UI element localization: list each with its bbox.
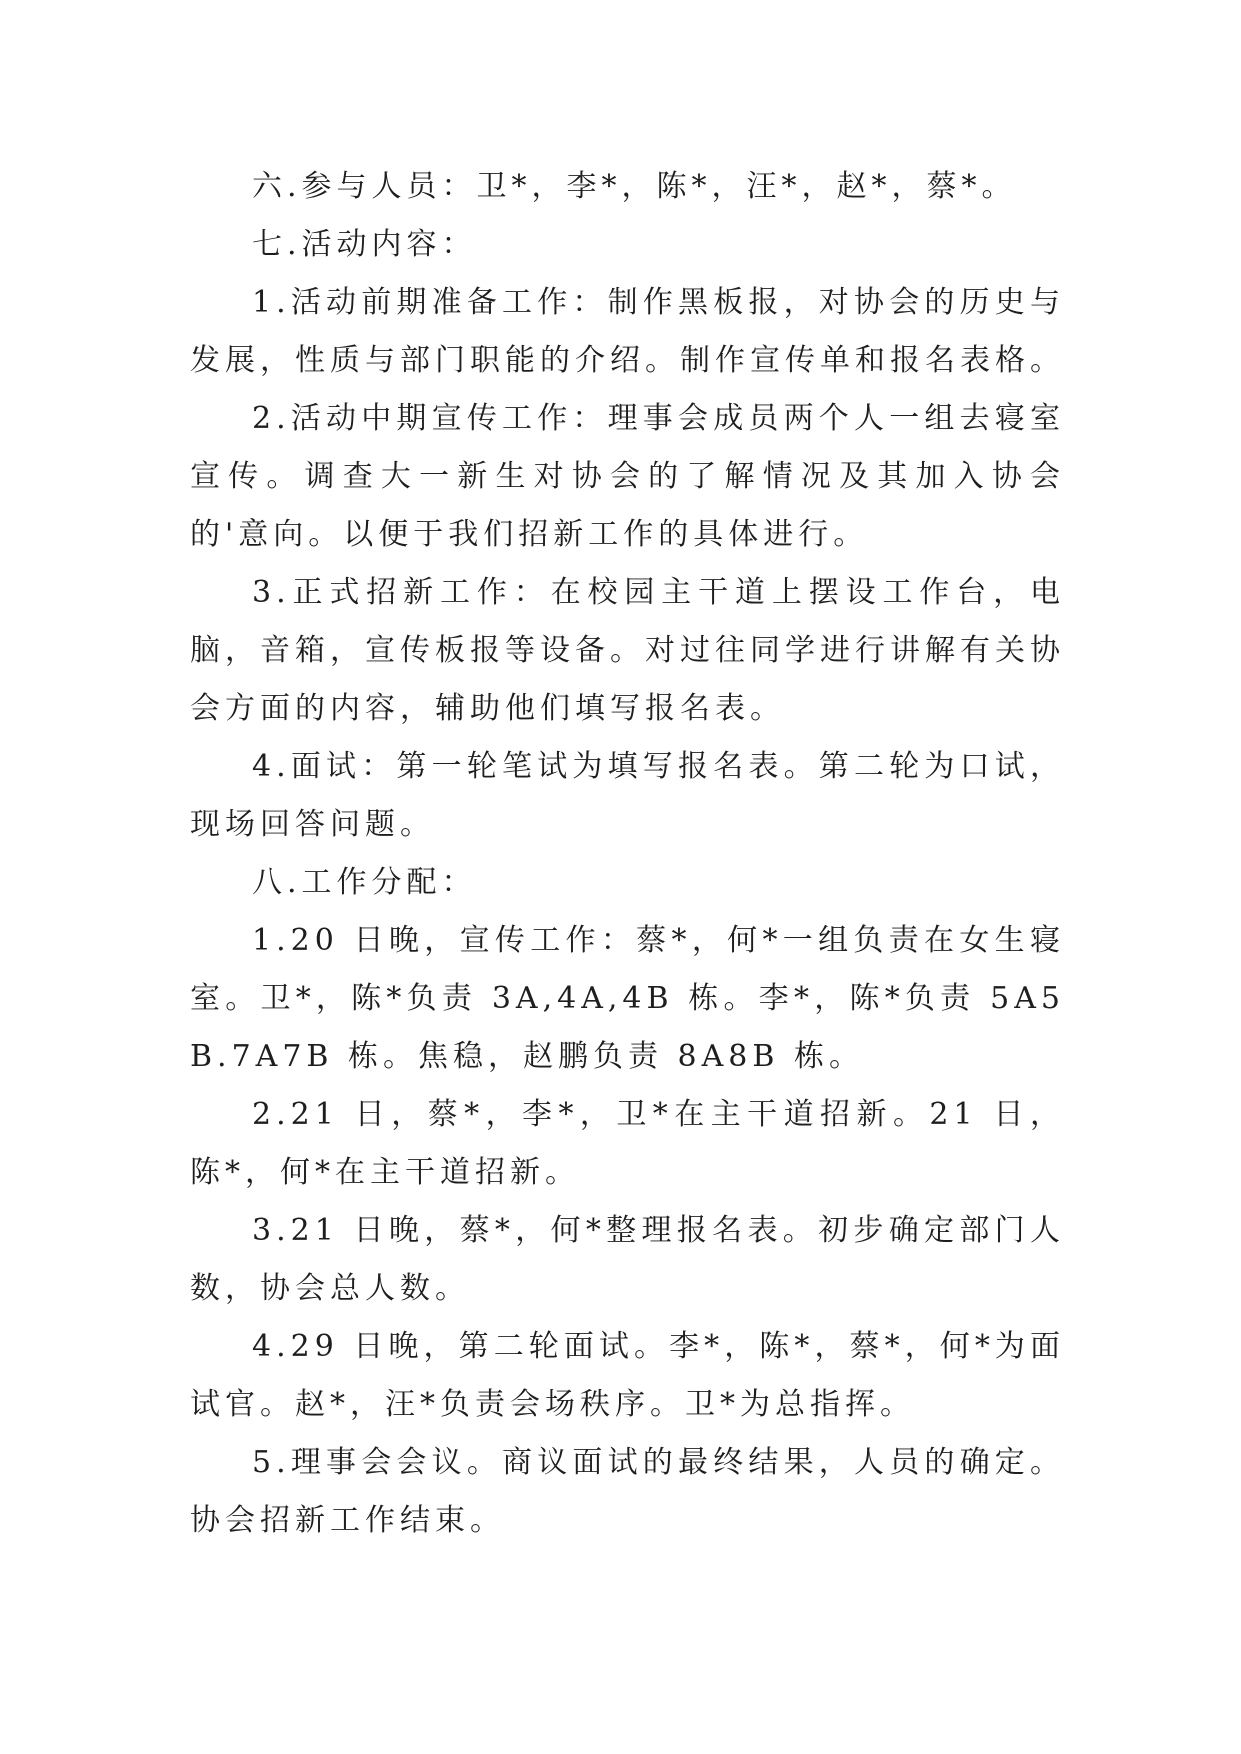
activity-item-3: 3.正式招新工作：在校园主干道上摆设工作台，电脑，音箱，宣传板报等设备。对过往同学进行讲解有关协会方面的内容，辅助他们填写报名表。 bbox=[190, 575, 1065, 726]
activity-item-2: 2.活动中期宣传工作：理事会成员两个人一组去寝室宣传。调查大一新生对协会的了解情况及其加入协会的'意向。以便于我们招新工作的具体进行。 bbox=[190, 401, 1065, 552]
document-body bbox=[190, 158, 1065, 1550]
assignment-item-2: 2.21 日，蔡*，李*，卫*在主干道招新。21 日，陈*，何*在主干道招新。 bbox=[190, 1097, 1065, 1190]
assignment-item-3: 3.21 日晚，蔡*，何*整理报名表。初步确定部门人数，协会总人数。 bbox=[190, 1213, 1065, 1306]
assignment-item-1: 1.20 日晚，宣传工作：蔡*，何*一组负责在女生寝室。卫*，陈*负责 3A,4A,4B 栋。李*，陈*负责 5A5B.7A7B 栋。焦稳，赵鹏负责 8A8B 栋。 bbox=[190, 923, 1065, 1074]
section-six-participants: 六.参与人员：卫*，李*，陈*，汪*，赵*，蔡*。 bbox=[252, 169, 1017, 204]
assignment-item-5: 5.理事会会议。商议面试的最终结果，人员的确定。协会招新工作结束。 bbox=[190, 1445, 1065, 1538]
section-eight-heading: 八.工作分配： bbox=[252, 865, 477, 900]
activity-item-1: 1.活动前期准备工作：制作黑板报，对协会的历史与发展，性质与部门职能的介绍。制作宣传单和报名表格。 bbox=[190, 285, 1065, 378]
section-seven-heading: 七.活动内容： bbox=[252, 227, 477, 262]
activity-item-4: 4.面试：第一轮笔试为填写报名表。第二轮为口试，现场回答问题。 bbox=[190, 749, 1065, 842]
assignment-item-4: 4.29 日晚，第二轮面试。李*，陈*，蔡*，何*为面试官。赵*，汪*负责会场秩序。卫*为总指挥。 bbox=[190, 1329, 1065, 1422]
